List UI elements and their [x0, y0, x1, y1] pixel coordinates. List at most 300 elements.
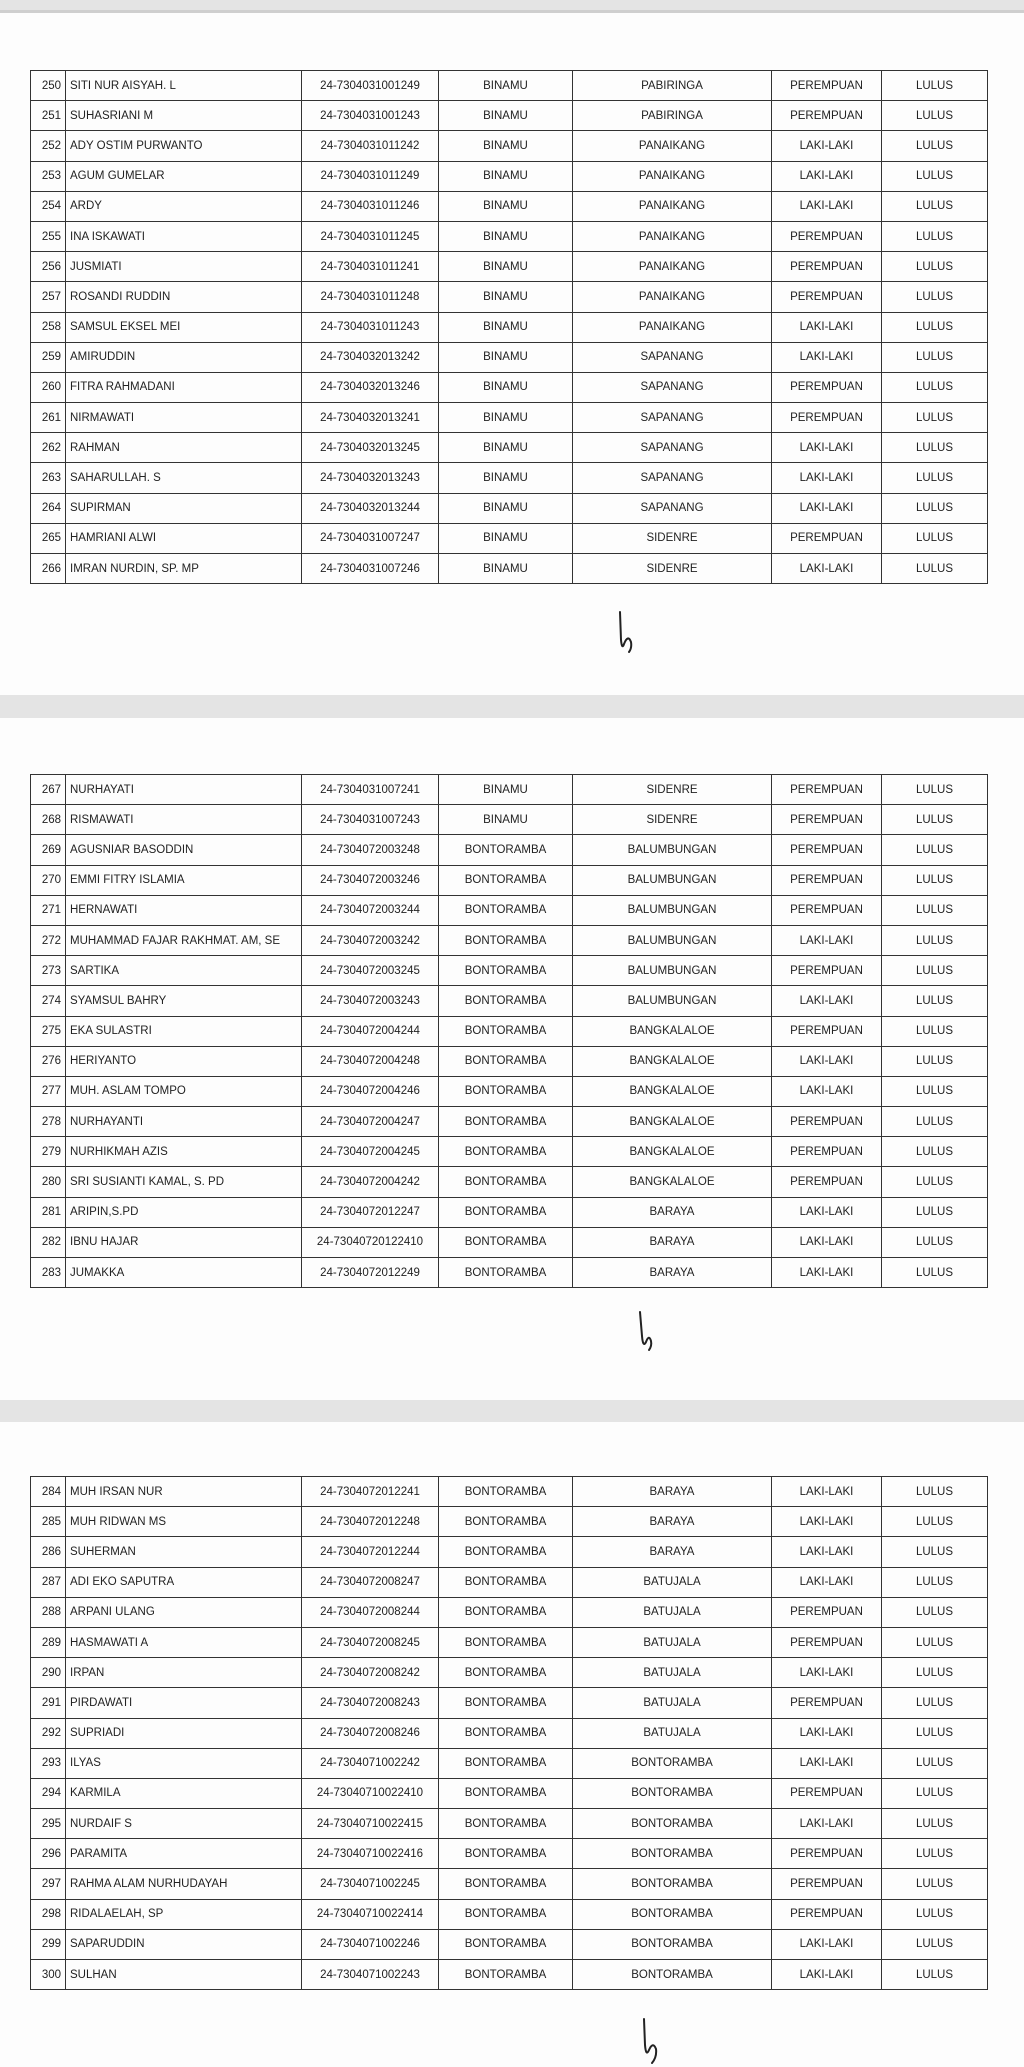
table-row [31, 775, 988, 805]
document-page-2 [0, 718, 1024, 1400]
participant-number: 24-7304031007243 [302, 805, 439, 835]
desa-cell: BARAYA [573, 1197, 772, 1227]
participant-name: HERNAWATI [66, 895, 302, 925]
participant-number: 24-73040710022414 [302, 1899, 439, 1929]
desa-cell: BANGKALALOE [573, 1016, 772, 1046]
table-row [31, 1016, 988, 1046]
gender-cell: LAKI-LAKI [772, 1197, 882, 1227]
row-number: 287 [31, 1567, 66, 1597]
gender-cell: PEREMPUAN [772, 101, 882, 131]
desa-cell: BALUMBUNGAN [573, 956, 772, 986]
status-cell: LULUS [882, 161, 988, 191]
kecamatan-cell: BONTORAMBA [439, 1809, 573, 1839]
document-page-1 [0, 10, 1024, 695]
gender-cell: PEREMPUAN [772, 403, 882, 433]
status-cell: LULUS [882, 1107, 988, 1137]
table-row [31, 1718, 988, 1748]
table-row [31, 956, 988, 986]
gender-cell: LAKI-LAKI [772, 312, 882, 342]
kecamatan-cell: BONTORAMBA [439, 1258, 573, 1288]
status-cell: LULUS [882, 1477, 988, 1507]
participant-number: 24-7304071002245 [302, 1869, 439, 1899]
row-number: 268 [31, 805, 66, 835]
desa-cell: PANAIKANG [573, 131, 772, 161]
status-cell: LULUS [882, 1718, 988, 1748]
table-row [31, 805, 988, 835]
table-row [31, 1869, 988, 1899]
row-number: 290 [31, 1658, 66, 1688]
desa-cell: BANGKALALOE [573, 1076, 772, 1106]
status-cell: LULUS [882, 1567, 988, 1597]
status-cell: LULUS [882, 554, 988, 584]
row-number: 261 [31, 403, 66, 433]
gender-cell: PEREMPUAN [772, 1016, 882, 1046]
participant-number: 24-7304072008247 [302, 1567, 439, 1597]
row-number: 263 [31, 463, 66, 493]
participant-name: AMIRUDDIN [66, 342, 302, 372]
table-row [31, 1137, 988, 1167]
status-cell: LULUS [882, 372, 988, 402]
participant-number: 24-7304072008245 [302, 1627, 439, 1657]
table-row [31, 282, 988, 312]
status-cell: LULUS [882, 523, 988, 553]
desa-cell: BONTORAMBA [573, 1929, 772, 1959]
kecamatan-cell: BONTORAMBA [439, 1899, 573, 1929]
row-number: 262 [31, 433, 66, 463]
gender-cell: PEREMPUAN [772, 835, 882, 865]
desa-cell: BONTORAMBA [573, 1778, 772, 1808]
table-row [31, 986, 988, 1016]
kecamatan-cell: BINAMU [439, 221, 573, 251]
status-cell: LULUS [882, 1809, 988, 1839]
table-row [31, 1477, 988, 1507]
row-number: 255 [31, 221, 66, 251]
table-row [31, 925, 988, 955]
participant-number: 24-7304072008246 [302, 1718, 439, 1748]
gender-cell: PEREMPUAN [772, 956, 882, 986]
participant-number: 24-7304032013244 [302, 493, 439, 523]
gender-cell: LAKI-LAKI [772, 1658, 882, 1688]
gender-cell: PEREMPUAN [772, 221, 882, 251]
participant-number: 24-7304032013241 [302, 403, 439, 433]
status-cell: LULUS [882, 131, 988, 161]
row-number: 297 [31, 1869, 66, 1899]
table-row [31, 161, 988, 191]
participant-name: EMMI FITRY ISLAMIA [66, 865, 302, 895]
gender-cell: LAKI-LAKI [772, 342, 882, 372]
status-cell: LULUS [882, 101, 988, 131]
participant-name: SUHERMAN [66, 1537, 302, 1567]
desa-cell: BATUJALA [573, 1597, 772, 1627]
desa-cell: BALUMBUNGAN [573, 986, 772, 1016]
participant-name: RISMAWATI [66, 805, 302, 835]
table-row [31, 221, 988, 251]
row-number: 252 [31, 131, 66, 161]
gender-cell: LAKI-LAKI [772, 554, 882, 584]
kecamatan-cell: BONTORAMBA [439, 1227, 573, 1257]
participant-name: MUH RIDWAN MS [66, 1507, 302, 1537]
participant-name: HERIYANTO [66, 1046, 302, 1076]
kecamatan-cell: BONTORAMBA [439, 1597, 573, 1627]
kecamatan-cell: BONTORAMBA [439, 1107, 573, 1137]
desa-cell: SAPANANG [573, 403, 772, 433]
gender-cell: LAKI-LAKI [772, 433, 882, 463]
row-number: 283 [31, 1258, 66, 1288]
participant-number: 24-7304072008243 [302, 1688, 439, 1718]
desa-cell: BATUJALA [573, 1718, 772, 1748]
kecamatan-cell: BONTORAMBA [439, 956, 573, 986]
status-cell: LULUS [882, 1016, 988, 1046]
row-number: 284 [31, 1477, 66, 1507]
status-cell: LULUS [882, 433, 988, 463]
row-number: 277 [31, 1076, 66, 1106]
table-row [31, 1076, 988, 1106]
desa-cell: BALUMBUNGAN [573, 865, 772, 895]
table-body [31, 71, 988, 584]
participant-number: 24-7304032013243 [302, 463, 439, 493]
status-cell: LULUS [882, 221, 988, 251]
row-number: 251 [31, 101, 66, 131]
gender-cell: LAKI-LAKI [772, 131, 882, 161]
kecamatan-cell: BONTORAMBA [439, 1839, 573, 1869]
status-cell: LULUS [882, 1046, 988, 1076]
desa-cell: SIDENRE [573, 554, 772, 584]
table-row [31, 1258, 988, 1288]
desa-cell: PANAIKANG [573, 221, 772, 251]
page-edge [0, 10, 1024, 13]
desa-cell: SIDENRE [573, 523, 772, 553]
desa-cell: BATUJALA [573, 1567, 772, 1597]
gender-cell: PEREMPUAN [772, 1107, 882, 1137]
kecamatan-cell: BINAMU [439, 282, 573, 312]
participant-table [30, 70, 988, 584]
participant-name: NURHAYANTI [66, 1107, 302, 1137]
participant-name: ARDY [66, 191, 302, 221]
kecamatan-cell: BINAMU [439, 191, 573, 221]
table-row [31, 1688, 988, 1718]
kecamatan-cell: BINAMU [439, 131, 573, 161]
participant-number: 24-7304031007246 [302, 554, 439, 584]
gender-cell: LAKI-LAKI [772, 1929, 882, 1959]
desa-cell: SIDENRE [573, 805, 772, 835]
participant-name: IRPAN [66, 1658, 302, 1688]
row-number: 281 [31, 1197, 66, 1227]
kecamatan-cell: BONTORAMBA [439, 1197, 573, 1227]
participant-name: SAPARUDDIN [66, 1929, 302, 1959]
table-row [31, 1839, 988, 1869]
kecamatan-cell: BONTORAMBA [439, 1167, 573, 1197]
gender-cell: PEREMPUAN [772, 895, 882, 925]
row-number: 269 [31, 835, 66, 865]
participant-number: 24-7304072003244 [302, 895, 439, 925]
participant-name: ROSANDI RUDDIN [66, 282, 302, 312]
kecamatan-cell: BINAMU [439, 101, 573, 131]
desa-cell: BONTORAMBA [573, 1960, 772, 1990]
table-row [31, 131, 988, 161]
row-number: 288 [31, 1597, 66, 1627]
participant-number: 24-7304031007247 [302, 523, 439, 553]
participant-number: 24-7304071002246 [302, 1929, 439, 1959]
participant-number: 24-73040710022416 [302, 1839, 439, 1869]
status-cell: LULUS [882, 1899, 988, 1929]
status-cell: LULUS [882, 1167, 988, 1197]
desa-cell: BONTORAMBA [573, 1899, 772, 1929]
kecamatan-cell: BONTORAMBA [439, 1507, 573, 1537]
participant-name: SRI SUSIANTI KAMAL, S. PD [66, 1167, 302, 1197]
participant-number: 24-7304071002243 [302, 1960, 439, 1990]
participant-number: 24-7304031001249 [302, 71, 439, 101]
participant-name: NURDAIF S [66, 1809, 302, 1839]
table-row [31, 433, 988, 463]
row-number: 260 [31, 372, 66, 402]
gender-cell: PEREMPUAN [772, 1167, 882, 1197]
participant-name: SAMSUL EKSEL MEI [66, 312, 302, 342]
participant-number: 24-7304031011241 [302, 252, 439, 282]
table-row [31, 1597, 988, 1627]
table-row [31, 554, 988, 584]
table-row [31, 463, 988, 493]
participant-number: 24-7304031011249 [302, 161, 439, 191]
participant-name: RIDALAELAH, SP [66, 1899, 302, 1929]
table-row [31, 493, 988, 523]
participant-number: 24-7304072012241 [302, 1477, 439, 1507]
desa-cell: PANAIKANG [573, 252, 772, 282]
kecamatan-cell: BONTORAMBA [439, 1778, 573, 1808]
participant-name: PARAMITA [66, 1839, 302, 1869]
row-number: 300 [31, 1960, 66, 1990]
participant-number: 24-7304071002242 [302, 1748, 439, 1778]
gender-cell: PEREMPUAN [772, 1899, 882, 1929]
participant-name: NURHIKMAH AZIS [66, 1137, 302, 1167]
participant-name: SAHARULLAH. S [66, 463, 302, 493]
participant-number: 24-7304072003242 [302, 925, 439, 955]
desa-cell: BARAYA [573, 1477, 772, 1507]
desa-cell: BATUJALA [573, 1658, 772, 1688]
gender-cell: PEREMPUAN [772, 372, 882, 402]
status-cell: LULUS [882, 1869, 988, 1899]
gender-cell: LAKI-LAKI [772, 1227, 882, 1257]
row-number: 253 [31, 161, 66, 191]
participant-number: 24-7304072012247 [302, 1197, 439, 1227]
kecamatan-cell: BINAMU [439, 342, 573, 372]
status-cell: LULUS [882, 895, 988, 925]
desa-cell: BONTORAMBA [573, 1839, 772, 1869]
desa-cell: PABIRINGA [573, 101, 772, 131]
kecamatan-cell: BONTORAMBA [439, 1688, 573, 1718]
kecamatan-cell: BINAMU [439, 775, 573, 805]
row-number: 291 [31, 1688, 66, 1718]
gender-cell: LAKI-LAKI [772, 493, 882, 523]
kecamatan-cell: BONTORAMBA [439, 1627, 573, 1657]
status-cell: LULUS [882, 956, 988, 986]
desa-cell: BALUMBUNGAN [573, 835, 772, 865]
kecamatan-cell: BONTORAMBA [439, 1718, 573, 1748]
kecamatan-cell: BINAMU [439, 493, 573, 523]
row-number: 265 [31, 523, 66, 553]
table-row [31, 1748, 988, 1778]
table-body [31, 775, 988, 1288]
participant-name: KARMILA [66, 1778, 302, 1808]
participant-name: MUH. ASLAM TOMPO [66, 1076, 302, 1106]
desa-cell: PANAIKANG [573, 191, 772, 221]
gender-cell: LAKI-LAKI [772, 463, 882, 493]
row-number: 270 [31, 865, 66, 895]
desa-cell: PANAIKANG [573, 282, 772, 312]
kecamatan-cell: BONTORAMBA [439, 865, 573, 895]
participant-number: 24-7304031011242 [302, 131, 439, 161]
row-number: 282 [31, 1227, 66, 1257]
participant-name: MUH IRSAN NUR [66, 1477, 302, 1507]
participant-name: AGUM GUMELAR [66, 161, 302, 191]
participant-name: INA ISKAWATI [66, 221, 302, 251]
row-number: 298 [31, 1899, 66, 1929]
status-cell: LULUS [882, 925, 988, 955]
participant-name: SULHAN [66, 1960, 302, 1990]
desa-cell: SAPANANG [573, 372, 772, 402]
gender-cell: LAKI-LAKI [772, 1076, 882, 1106]
participant-name: ILYAS [66, 1748, 302, 1778]
desa-cell: SAPANANG [573, 493, 772, 523]
row-number: 250 [31, 71, 66, 101]
row-number: 289 [31, 1627, 66, 1657]
status-cell: LULUS [882, 986, 988, 1016]
kecamatan-cell: BINAMU [439, 252, 573, 282]
table-row [31, 1507, 988, 1537]
kecamatan-cell: BONTORAMBA [439, 835, 573, 865]
participant-name: IBNU HAJAR [66, 1227, 302, 1257]
kecamatan-cell: BONTORAMBA [439, 925, 573, 955]
participant-number: 24-73040720122410 [302, 1227, 439, 1257]
participant-table [30, 1476, 988, 1990]
participant-name: MUHAMMAD FAJAR RAKHMAT. AM, SE [66, 925, 302, 955]
kecamatan-cell: BONTORAMBA [439, 1137, 573, 1167]
status-cell: LULUS [882, 463, 988, 493]
desa-cell: PANAIKANG [573, 161, 772, 191]
gender-cell: LAKI-LAKI [772, 161, 882, 191]
participant-number: 24-7304032013242 [302, 342, 439, 372]
gender-cell: PEREMPUAN [772, 865, 882, 895]
gender-cell: PEREMPUAN [772, 1869, 882, 1899]
table-row [31, 101, 988, 131]
gender-cell: PEREMPUAN [772, 523, 882, 553]
table-row [31, 1537, 988, 1567]
gender-cell: LAKI-LAKI [772, 1477, 882, 1507]
participant-name: NURHAYATI [66, 775, 302, 805]
participant-number: 24-7304072008242 [302, 1658, 439, 1688]
row-number: 272 [31, 925, 66, 955]
table-row [31, 191, 988, 221]
gender-cell: PEREMPUAN [772, 1627, 882, 1657]
table-row [31, 1046, 988, 1076]
participant-name: ADI EKO SAPUTRA [66, 1567, 302, 1597]
row-number: 276 [31, 1046, 66, 1076]
kecamatan-cell: BONTORAMBA [439, 1929, 573, 1959]
table-row [31, 71, 988, 101]
row-number: 275 [31, 1016, 66, 1046]
table-row [31, 342, 988, 372]
row-number: 267 [31, 775, 66, 805]
status-cell: LULUS [882, 1597, 988, 1627]
gender-cell: LAKI-LAKI [772, 1718, 882, 1748]
kecamatan-cell: BINAMU [439, 433, 573, 463]
status-cell: LULUS [882, 1076, 988, 1106]
participant-name: IMRAN NURDIN, SP. MP [66, 554, 302, 584]
row-number: 295 [31, 1809, 66, 1839]
desa-cell: SAPANANG [573, 433, 772, 463]
gender-cell: PEREMPUAN [772, 1839, 882, 1869]
kecamatan-cell: BINAMU [439, 403, 573, 433]
row-number: 278 [31, 1107, 66, 1137]
participant-name: SUPIRMAN [66, 493, 302, 523]
kecamatan-cell: BONTORAMBA [439, 1869, 573, 1899]
paraf-signature-icon [636, 2017, 666, 2067]
table-row [31, 1567, 988, 1597]
status-cell: LULUS [882, 1778, 988, 1808]
gender-cell: PEREMPUAN [772, 282, 882, 312]
status-cell: LULUS [882, 282, 988, 312]
participant-table [30, 774, 988, 1288]
participant-name: ARIPIN,S.PD [66, 1197, 302, 1227]
status-cell: LULUS [882, 1688, 988, 1718]
status-cell: LULUS [882, 805, 988, 835]
kecamatan-cell: BINAMU [439, 554, 573, 584]
status-cell: LULUS [882, 252, 988, 282]
participant-number: 24-7304072008244 [302, 1597, 439, 1627]
kecamatan-cell: BONTORAMBA [439, 1567, 573, 1597]
desa-cell: SIDENRE [573, 775, 772, 805]
participant-number: 24-7304072012248 [302, 1507, 439, 1537]
participant-name: EKA SULASTRI [66, 1016, 302, 1046]
gender-cell: PEREMPUAN [772, 1688, 882, 1718]
participant-name: NIRMAWATI [66, 403, 302, 433]
status-cell: LULUS [882, 1507, 988, 1537]
gender-cell: LAKI-LAKI [772, 191, 882, 221]
row-number: 259 [31, 342, 66, 372]
participant-name: FITRA RAHMADANI [66, 372, 302, 402]
kecamatan-cell: BONTORAMBA [439, 1477, 573, 1507]
participant-number: 24-7304032013245 [302, 433, 439, 463]
participant-name: SUHASRIANI M [66, 101, 302, 131]
row-number: 299 [31, 1929, 66, 1959]
table-row [31, 865, 988, 895]
gender-cell: LAKI-LAKI [772, 1046, 882, 1076]
status-cell: LULUS [882, 1658, 988, 1688]
participant-name: SYAMSUL BAHRY [66, 986, 302, 1016]
kecamatan-cell: BONTORAMBA [439, 895, 573, 925]
table-row [31, 1107, 988, 1137]
participant-name: SARTIKA [66, 956, 302, 986]
table-row [31, 523, 988, 553]
participant-number: 24-7304072004246 [302, 1076, 439, 1106]
kecamatan-cell: BONTORAMBA [439, 1748, 573, 1778]
row-number: 254 [31, 191, 66, 221]
participant-number: 24-7304072012244 [302, 1537, 439, 1567]
participant-number: 24-7304072003245 [302, 956, 439, 986]
gender-cell: LAKI-LAKI [772, 1507, 882, 1537]
desa-cell: BANGKALALOE [573, 1107, 772, 1137]
status-cell: LULUS [882, 865, 988, 895]
table-row [31, 1227, 988, 1257]
status-cell: LULUS [882, 71, 988, 101]
participant-number: 24-7304031011245 [302, 221, 439, 251]
desa-cell: PANAIKANG [573, 312, 772, 342]
gender-cell: LAKI-LAKI [772, 986, 882, 1016]
participant-name: ADY OSTIM PURWANTO [66, 131, 302, 161]
desa-cell: SAPANANG [573, 342, 772, 372]
kecamatan-cell: BONTORAMBA [439, 1960, 573, 1990]
desa-cell: BONTORAMBA [573, 1809, 772, 1839]
gender-cell: PEREMPUAN [772, 1137, 882, 1167]
